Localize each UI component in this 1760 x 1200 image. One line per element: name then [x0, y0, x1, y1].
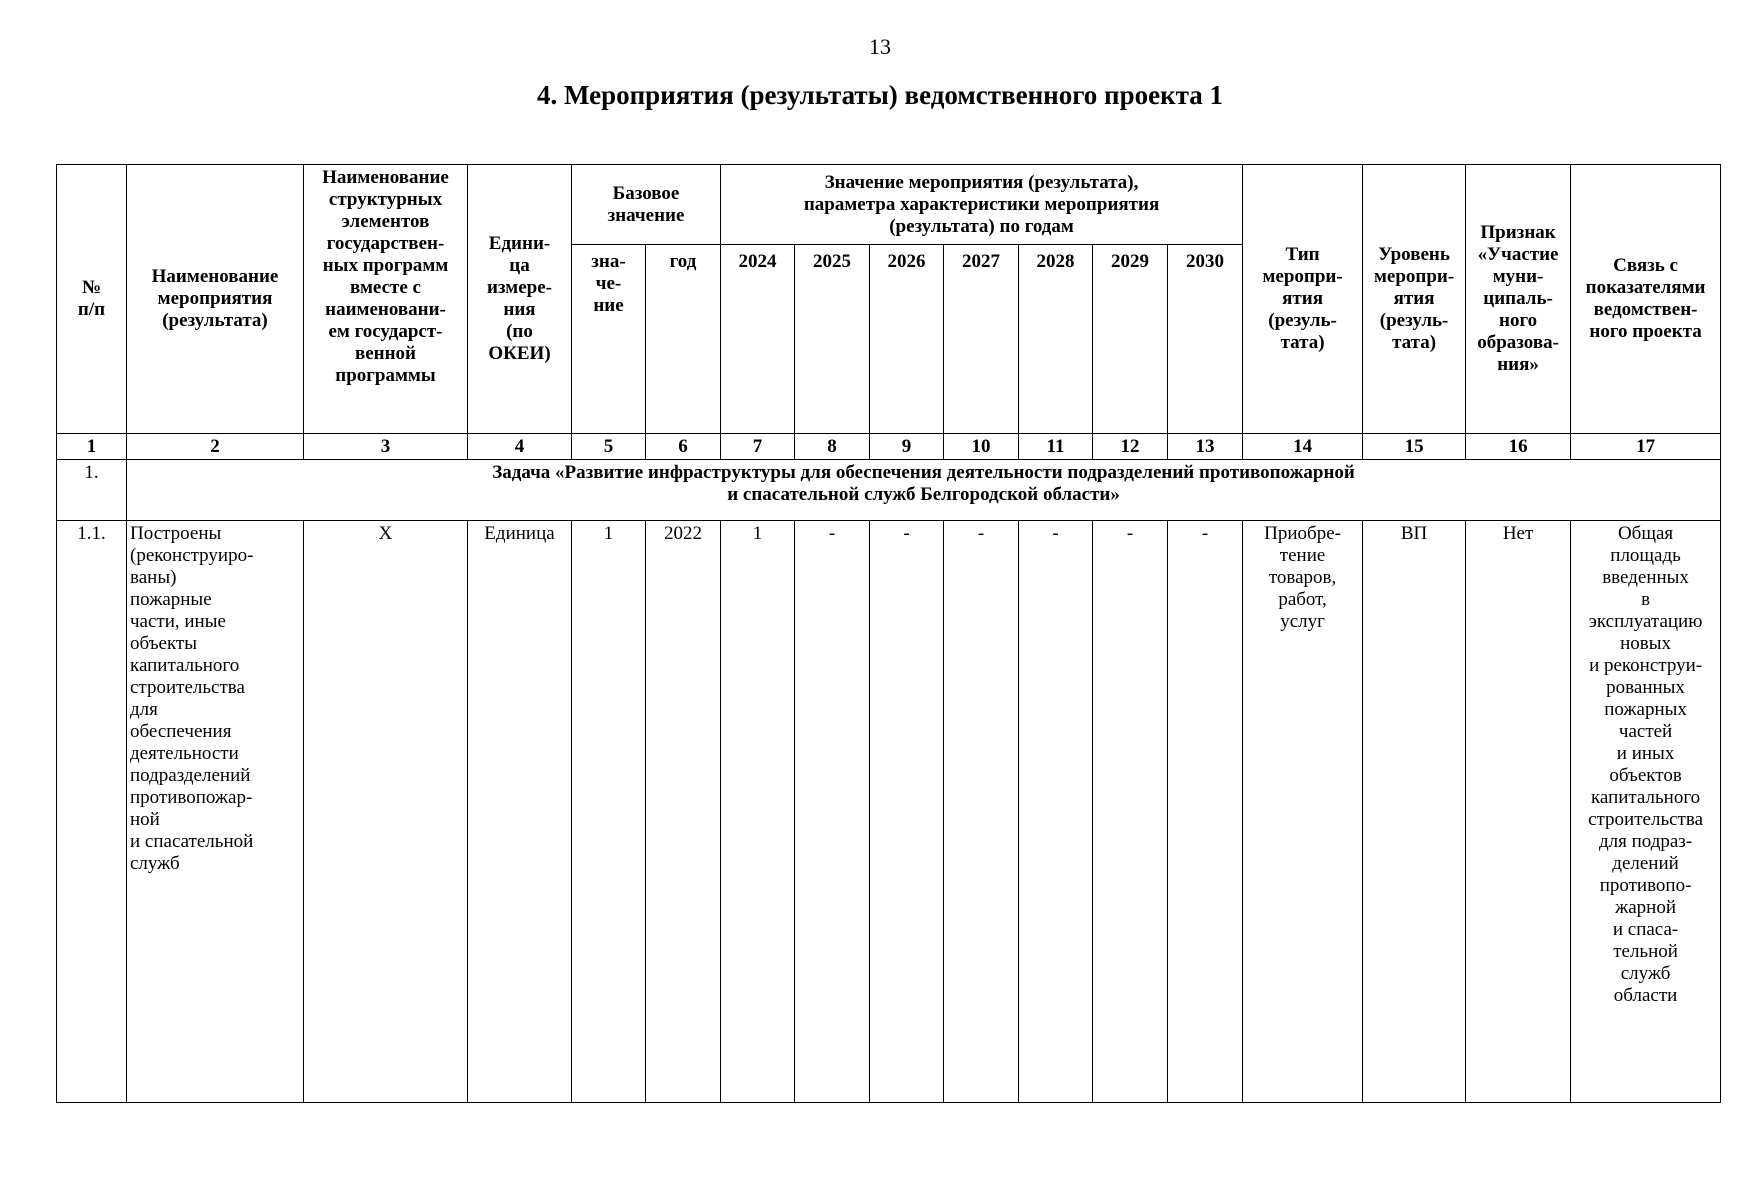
header-measure-name: Наименование мероприятия (результата): [127, 165, 304, 434]
column-number: 1: [57, 434, 127, 460]
column-number: 6: [646, 434, 721, 460]
column-number: 14: [1243, 434, 1363, 460]
page-number: 13: [869, 34, 891, 59]
header-number: № п/п: [57, 165, 127, 434]
task-number: 1.: [57, 460, 127, 521]
measure-name: Построены (реконструиро- ваны) пожарные части, иные объекты капитального строительства для обеспечения деятельности подразделений противопожар- ной и спасательной служб: [127, 521, 304, 1103]
header-year-2027: 2027: [944, 245, 1019, 434]
task-row: [57, 460, 1721, 521]
measure-unit: Единица: [468, 521, 572, 1103]
column-number: 11: [1019, 434, 1093, 460]
column-number: 10: [944, 434, 1019, 460]
measures-table: [56, 164, 1721, 1103]
header-values-by-year-group: Значение мероприятия (результата), параметра характеристики мероприятия (результата) по годам: [721, 165, 1243, 245]
column-number: 15: [1363, 434, 1466, 460]
header-year-2029: 2029: [1093, 245, 1168, 434]
measure-value-2029: -: [1093, 521, 1168, 1103]
column-number: 8: [795, 434, 870, 460]
header-year-2024: 2024: [721, 245, 795, 434]
measure-value-2027: -: [944, 521, 1019, 1103]
header-base-year: год: [646, 245, 721, 434]
header-structural-elements: Наименование структурных элементов государствен- ных программ вместе с наименовани- ем государст- венной программы: [304, 165, 468, 434]
task-text: Задача «Развитие инфраструктуры для обеспечения деятельности подразделений противопожарной и спасательной служб Белгородской области»: [127, 460, 1721, 521]
header-year-2030: 2030: [1168, 245, 1243, 434]
measure-structural-element: Х: [304, 521, 468, 1103]
column-number: 3: [304, 434, 468, 460]
column-number: 13: [1168, 434, 1243, 460]
header-municipal-participation: Признак «Участие муни- ципаль- ного образова- ния»: [1466, 165, 1571, 434]
header-unit: Едини- ца измере- ния (по ОКЕИ): [468, 165, 572, 434]
column-number: 5: [572, 434, 646, 460]
measure-level: ВП: [1363, 521, 1466, 1103]
column-number: 2: [127, 434, 304, 460]
section-title: 4. Мероприятия (результаты) ведомственного проекта 1: [537, 80, 1223, 110]
header-base-value: зна- че- ние: [572, 245, 646, 434]
header-measure-level: Уровень меропри- ятия (резуль- тата): [1363, 165, 1466, 434]
measure-base-year: 2022: [646, 521, 721, 1103]
column-number: 16: [1466, 434, 1571, 460]
column-number: 12: [1093, 434, 1168, 460]
measure-number: 1.1.: [57, 521, 127, 1103]
measure-value-2030: -: [1168, 521, 1243, 1103]
measure-link-indicators: Общая площадь введенных в эксплуатацию новых и реконструи- рованных пожарных частей и иных объектов капитального строительства для подраз- делений противопо- жарной и спаса- тельной служб области: [1571, 521, 1721, 1103]
measure-value-2026: -: [870, 521, 944, 1103]
measure-base-value: 1: [572, 521, 646, 1103]
header-measure-type: Тип меропри- ятия (резуль- тата): [1243, 165, 1363, 434]
measure-row: [57, 521, 1721, 1103]
column-number: 17: [1571, 434, 1721, 460]
column-number: 4: [468, 434, 572, 460]
measure-value-2024: 1: [721, 521, 795, 1103]
header-row-1: [57, 165, 1721, 245]
column-number: 9: [870, 434, 944, 460]
column-number: 7: [721, 434, 795, 460]
header-link-indicators: Связь с показателями ведомствен- ного проекта: [1571, 165, 1721, 434]
measure-value-2028: -: [1019, 521, 1093, 1103]
measure-value-2025: -: [795, 521, 870, 1103]
column-numbers-row: [57, 434, 1721, 460]
header-base-value-group: Базовое значение: [572, 165, 721, 245]
header-year-2025: 2025: [795, 245, 870, 434]
measure-municipal: Нет: [1466, 521, 1571, 1103]
header-year-2026: 2026: [870, 245, 944, 434]
header-year-2028: 2028: [1019, 245, 1093, 434]
measure-type: Приобре- тение товаров, работ, услуг: [1243, 521, 1363, 1103]
